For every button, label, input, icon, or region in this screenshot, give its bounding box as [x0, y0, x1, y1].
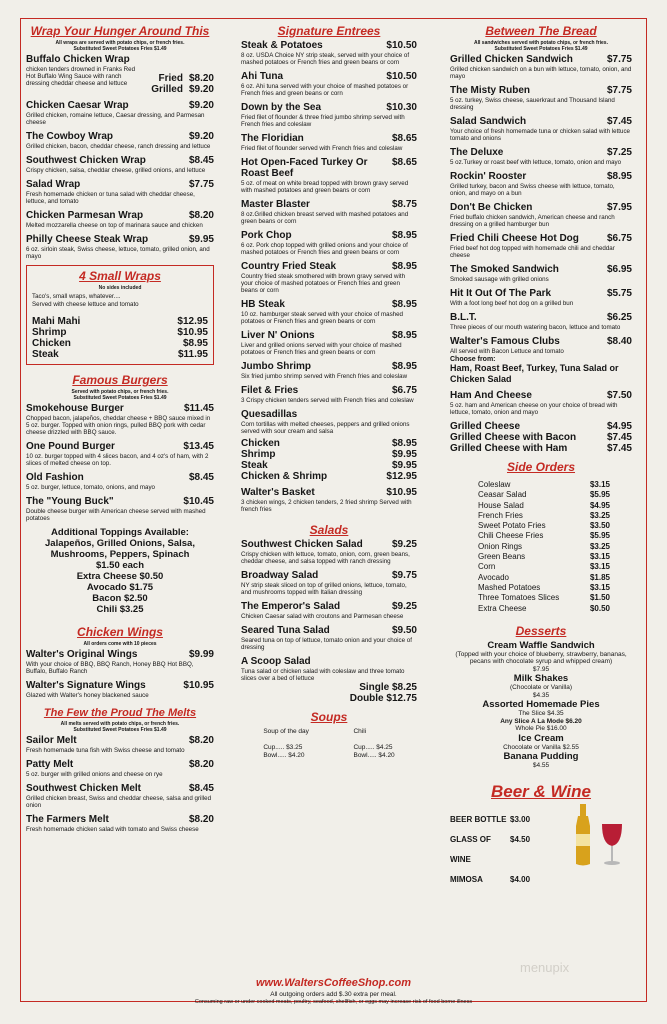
menu-item: Walter's Basket $10.95 3 chicken wings, 2 chicken tenders, 2 fried shrimp Served with french fries: [241, 487, 417, 513]
burgers-title: Famous Burgers: [72, 373, 168, 387]
wraps-note: All wraps are served with potato chips, or french fries. Substituted Sweet Potatoes Fries $1.49: [55, 40, 185, 52]
menu-item: Jumbo Shrimp $8.95 Six fried jumbo shrimp served with French fries and coleslaw: [241, 361, 417, 380]
sides-title: Side Orders: [506, 460, 576, 474]
beer-row: GLASS OF WINE $4.50: [450, 834, 531, 864]
menu-item: Southwest Chicken Melt $8.45 Grilled chicken breast, Swiss and cheddar cheese, salsa and grilled onion: [26, 783, 214, 809]
small-wrap-row: Steak $11.95: [32, 349, 208, 360]
side-row: Avocado $1.85: [478, 572, 610, 582]
melts-title: The Few the Proud The Melts: [43, 707, 197, 719]
small-wrap-row: Mahi Mahi $12.95: [32, 316, 208, 327]
menu-item: The Smoked Sandwich $6.95 Smoked sausage with grilled onions: [450, 264, 632, 283]
wings-title: Chicken Wings: [77, 625, 163, 639]
beer-wine-block: [450, 810, 632, 890]
small-wraps-title: 4 Small Wraps: [79, 269, 161, 283]
menu-item: Ahi Tuna $10.50 6 oz. Ahi tuna served with your choice of mashed potatoes or French fries and green beans or corn: [241, 71, 417, 97]
sides-list: [478, 480, 610, 614]
menu-item: Fried Chili Cheese Hot Dog $6.75 Fried beef hot dog topped with homemade chili and cheddar cheese: [450, 233, 632, 259]
menu-item: Broadway Salad $9.75 NY strip steak sliced on top of grilled onions, lettuce, tomato, and mushrooms topped with Italian dressing: [241, 570, 417, 596]
menu-item: HB Steak $8.95 10 oz. hamburger steak served with your choice of mashed potatoes or French fries and green beans or corn: [241, 299, 417, 325]
menu-item: Pork Chop $8.95 6 oz. Pork chop topped with grilled onions and your choice of mashed potatoes or French fries and green beans or corn: [241, 230, 417, 256]
menu-item: Grilled Chicken Sandwich $7.75 Grilled chicken sandwich on a bun with lettuce, tomato, onion, and mayo: [450, 54, 632, 80]
menu-item: Southwest Chicken Wrap $8.45 Crispy chicken, salsa, cheddar cheese, grilled onions, and lettuce: [26, 155, 214, 174]
menu-item: The Cowboy Wrap $9.20 Grilled chicken, bacon, cheddar cheese, ranch dressing and lettuce: [26, 131, 214, 150]
side-row: Chili Cheese Fries $5.95: [478, 531, 610, 541]
menu-item: Buffalo Chicken Wrap chicken tenders drowned in Franks Red Hot Buffalo Wing Sauce with ranch dressing cheddar cheese and lettuce Fried $8.20 Grilled $9.20: [26, 54, 214, 95]
side-row: Ceasar Salad $5.95: [478, 490, 610, 500]
menu-item: Seared Tuna Salad $9.50 Seared tuna on top of lettuce, tomato onion and your choice of dressing: [241, 625, 417, 651]
menu-item: The Emperor's Salad $9.25 Chicken Caesar salad with croutons and Parmesan cheese: [241, 601, 417, 620]
side-row: French Fries $3.25: [478, 510, 610, 520]
menu-item: Southwest Chicken Salad $9.25 Crispy chicken with lettuce, tomato, onion, corn, green beans, cheddar cheese, and salsa topped with ranch dressing: [241, 539, 417, 565]
menu-item: Hot Open-Faced Turkey Or Roast Beef $8.65 5 oz. of meat on white bread topped with brown gravy served with mashed potatoes and green beans or corn: [241, 157, 417, 194]
menu-item: Don't Be Chicken $7.95 Fried buffalo chicken sandwich, American cheese and ranch dressing on a grilled hamburger bun: [450, 202, 632, 228]
side-row: Extra Cheese $0.50: [478, 603, 610, 613]
menu-item: Walter's Original Wings $9.99 With your choice of BBQ, BBQ Ranch, Honey BBQ Hot BBQ, Buffalo, Buffalo Ranch: [26, 649, 214, 675]
grilled-cheese-block: Grilled Cheese $4.95 Grilled Cheese with Bacon $7.45 Grilled Cheese with Ham $7.45: [450, 421, 632, 454]
column-right: Between The Bread All sandwiches served with potato chips, or french fries. Substituted Sweet Potatoes Fries $1.49 Grilled Chicken Sandwich $7.75 Grilled chicken sandwich on a bun with lettuce, tomato, onion, and mayo The Misty Ruben $7.75 5 oz. turkey, Swiss cheese, sauerkraut and Thousand Island dressing Salad Sandwich $7.45 Your choice of fresh homemade tuna or chicken salad with lettuce tomato and onions The Deluxe $7.25 5 oz.Turkey or roast beef with lettuce, tomato, onion and mayo Rockin' Rooster $8.95 Grilled turkey, bacon and Swiss cheese with lettuce, tomato, onion, and mayo on a bun Don't Be Chicken $7.95 Fried buffalo chicken sandwich, American cheese and ranch dressing on a grilled hamburger bun Fried Chili Cheese Hot Dog $6.75 Fried beef hot dog topped with homemade chili and cheddar cheese The Smoked Sandwich $6.95 Smoked sausage with grilled onions Hit It Out Of The Park $5.75 With a foot long beef hot dog on a grilled bun B.L.T. $6.25 Three pieces of our mouth watering bacon, lettuce and tomato Walter's Famous Clubs $8.40 All served with Bacon Lettuce and tomato Choose from: Ham, Roast Beef, Turkey, Tuna Salad or Chicken Salad Ham And Cheese $7.50 5 oz. ham and American cheese on your choice of bread with lettuce, tomato, onion and mayo Grilled Cheese $4.95 Grilled Cheese with Bacon $7.45 Grilled Cheese with Ham $7.45 Side Orders Coleslaw $3.15 Ceasar Salad $5.95 House Salad $4.95 French Fries $3.25 Sweet Potato Fries $3.50 Chili Cheese Fries $5.95 Onion Rings $3.25 Green Beans $3.15 Corn $3.15 Avocado $1.85 Mashed Potatoes $3.15 Three Tomatoes Slices $1.50 Extra Cheese $0.50 Desserts Cream Waffle Sandwich (Topped with your choice of blueberry, strawberry, bananas, pecans with chocolate syrup and whipped cream) $7.95 Milk Shakes (Chocolate or Vanilla) $4.35 Assorted Homemade Pies The Slice $4.35 Any Slice A La Mode $6.20 Whole Pie $16.00 Ice Cream Chocolate or Vanilla $2.55 Banana Pudding $4.55 Beer & Wine BEER BOTTLE $3.00 GLASS OF WINE $4.50 MIMOSA $4.00: [450, 24, 632, 890]
quesadillas-item: Quesadillas Corn tortillas with melted cheeses, peppers and grilled onions served with sour cream and salsa Chicken $8.95 Shrimp $9.95 Steak $9.95 Chicken & Shrimp $12.95: [241, 409, 417, 482]
desserts-block: Cream Waffle Sandwich (Topped with your choice of blueberry, strawberry, bananas, pecans with chocolate syrup and whipped cream) $7.95 Milk Shakes (Chocolate or Vanilla) $4.35 Assorted Homemade Pies The Slice $4.35 Any Slice A La Mode $6.20 Whole Pie $16.00 Ice Cream Chocolate or Vanilla $2.55 Banana Pudding $4.55: [455, 639, 627, 770]
menu-item: Ham And Cheese $7.50 5 oz. ham and American cheese on your choice of bread with lettuce, tomato, onion and mayo: [450, 390, 632, 416]
column-middle: [241, 24, 417, 760]
watermark: menupix: [520, 960, 570, 975]
small-wraps-box: 4 Small Wraps No sides included Taco's, small wraps, whatever.... Served with cheese lettuce and tomato Mahi Mahi $12.95 Shrimp $10.95 Chicken $8.95 Steak $11.95: [26, 265, 214, 365]
small-wrap-row: Shrimp $10.95: [32, 327, 208, 338]
menu-item: Liver N' Onions $8.95 Liver and grilled onions served with your choice of mashed potatoes or French fries and green beans or corn: [241, 330, 417, 356]
menu-item: Chicken Parmesan Wrap $8.20 Melted mozzarella cheese on top of marinara sauce and chicken: [26, 210, 214, 229]
menu-item: Old Fashion $8.45 5 oz. burger, lettuce, tomato, onions, and mayo: [26, 472, 214, 491]
wraps-title: Wrap Your Hunger Around This: [30, 24, 210, 38]
menu-item: Chicken Caesar Wrap $9.20 Grilled chicken, romaine lettuce, Caesar dressing, and Parmesan cheese: [26, 100, 214, 126]
beer-wine-icon: [572, 804, 628, 868]
menu-item: The "Young Buck" $10.45 Double cheese burger with American cheese served with mashed potatoes: [26, 496, 214, 522]
scoop-salad-item: A Scoop Salad Tuna salad or chicken salad with coleslaw and three tomato slices over a bed of lettuce Single $8.25 Double $12.75: [241, 656, 417, 704]
toppings-block: Additional Toppings Available: Jalapeños, Grilled Onions, Salsa, Mushrooms, Peppers, Spinach $1.50 each Extra Cheese $0.50 Avocado $1.75 Bacon $2.50 Chili $3.25: [45, 527, 195, 615]
column-left: Wrap Your Hunger Around This All wraps are served with potato chips, or french fries. Substituted Sweet Potatoes Fries $1.49 Buffalo Chicken Wrap chicken tenders drowned in Franks Red Hot Buffalo Wing Sauce with ranch dressing cheddar cheese and lettuce Fried $8.20 Grilled $9.20 Chicken Caesar Wrap $9.20 Grilled chicken, romaine lettuce, Caesar dressing, and Parmesan cheese The Cowboy Wrap $9.20 Grilled chicken, bacon, cheddar cheese, ranch dressing and lettuce Southwest Chicken Wrap $8.45 Crispy chicken, salsa, cheddar cheese, grilled onions, and lettuce Salad Wrap $7.75 Fresh homemade chicken or tuna salad with cheddar cheese, lettuce, and tomato Chicken Parmesan Wrap $8.20 Melted mozzarella cheese on top of marinara sauce and chicken Philly Cheese Steak Wrap $9.95 6 oz. sirloin steak, Swiss cheese, lettuce, tomato, grilled onion, and mayo 4 Small Wraps No sides included Taco's, small wraps, whatever.... Served with cheese lettuce and tomato Mahi Mahi $12.95 Shrimp $10.95 Chicken $8.95 Steak $11.95 Famous Burgers Served with potato chips, or french fries. Substituted Sweet Potatoes Fries $1.49 Smokehouse Burger $11.45 Chopped bacon, jalapeños, cheddar cheese + BBQ sauce mixed in 5 oz. burger. Topped with onion rings, pulled BBQ pork with cedar cheese drizzled with BBQ sauce. One Pound Burger $13.45 10 oz. burger topped with 4 slices bacon, and 4 oz's of ham, with 2 slices of melted cheese on top. Old Fashion $8.45 5 oz. burger, lettuce, tomato, onions, and mayo The "Young Buck" $10.45 Double cheese burger with American cheese served with mashed potatoes Additional Toppings Available: Jalapeños, Grilled Onions, Salsa, Mushrooms, Peppers, Spinach $1.50 each Extra Cheese $0.50 Avocado $1.75 Bacon $2.50 Chili $3.25 Chicken Wings All orders come with 10 pieces Walter's Original Wings $9.99 With your choice of BBQ, BBQ Ranch, Honey BBQ Hot BBQ, Buffalo, Buffalo Ranch Walter's Signature Wings $10.95 Glazed with Walter's honey blackened sauce The Few the Proud The Melts All melts served with potato chips, or french fries. Substituted Sweet Potatoes Fries $1.49 Sailor Melt $8.20 Fresh homemade tuna fish with Swiss cheese and tomato Patty Melt $8.20 5 oz. burger with grilled onions and cheese on rye Southwest Chicken Melt $8.45 Grilled chicken breast, Swiss and cheddar cheese, salsa and grilled onion The Farmers Melt $8.20 Fresh homemade chicken salad with tomato and Swiss cheese: [26, 24, 214, 833]
menu-item: Sailor Melt $8.20 Fresh homemade tuna fish with Swiss cheese and tomato: [26, 735, 214, 754]
soups-block: Soup of the day Cup..... $3.25 Bowl..... $4.20 Chili Cup..... $4.25 Bowl..... $4.20: [263, 728, 395, 759]
menu-item: The Misty Ruben $7.75 5 oz. turkey, Swiss cheese, sauerkraut and Thousand Island dressing: [450, 85, 632, 111]
side-row: Onion Rings $3.25: [478, 541, 610, 551]
desserts-title: Desserts: [515, 623, 567, 638]
side-row: House Salad $4.95: [478, 500, 610, 510]
menu-item: Filet & Fries $6.75 3 Crispy chicken tenders served with French fries and coleslaw: [241, 385, 417, 404]
footer-notes: All outgoing orders add $.30 extra per meal. Consuming raw or under cooked meats, poultry, seafood, shellfish, or eggs may increase risk of food borne illness: [194, 991, 473, 1005]
menu-item: Down by the Sea $10.30 Fried filet of flounder & three fried jumbo shrimp served with French fries and coleslaw: [241, 102, 417, 128]
menu-item: Walter's Signature Wings $10.95 Glazed with Walter's honey blackened sauce: [26, 680, 214, 699]
beer-row: BEER BOTTLE $3.00: [450, 814, 531, 824]
menu-item: The Farmers Melt $8.20 Fresh homemade chicken salad with tomato and Swiss cheese: [26, 814, 214, 833]
small-wrap-row: Chicken $8.95: [32, 338, 208, 349]
side-row: Three Tomatoes Slices $1.50: [478, 593, 610, 603]
bread-title: Between The Bread: [485, 24, 597, 38]
menu-item: Patty Melt $8.20 5 oz. burger with grilled onions and cheese on rye: [26, 759, 214, 778]
side-row: Coleslaw $3.15: [478, 480, 610, 489]
menu-item: Salad Sandwich $7.45 Your choice of fresh homemade tuna or chicken salad with lettuce tomato and onions: [450, 116, 632, 142]
menu-item: Country Fried Steak $8.95 Country fried steak smothered with brown gravy served with your choice of mashed potatoes or French fries and green beans or corn: [241, 261, 417, 294]
website-link[interactable]: www.WaltersCoffeeShop.com: [255, 977, 412, 989]
entrees-title: Signature Entrees: [277, 24, 381, 38]
menu-item: The Deluxe $7.25 5 oz.Turkey or roast beef with lettuce, tomato, onion and mayo: [450, 147, 632, 166]
side-row: Corn $3.15: [478, 562, 610, 572]
side-row: Green Beans $3.15: [478, 552, 610, 562]
beer-wine-title: Beer & Wine: [491, 781, 591, 801]
soups-title: Soups: [310, 710, 348, 724]
menu-item: Rockin' Rooster $8.95 Grilled turkey, bacon and Swiss cheese with lettuce, tomato, onion, and mayo on a bun: [450, 171, 632, 197]
menu-item: Steak & Potatoes $10.50 8 oz. USDA Choice NY strip steak, served with your choice of mashed potatoes or French fries and green beans or corn: [241, 40, 417, 66]
clubs-item: Walter's Famous Clubs $8.40 All served with Bacon Lettuce and tomato Choose from: Ham, Roast Beef, Turkey, Tuna Salad or Chicken Salad: [450, 336, 632, 384]
menu-item: B.L.T. $6.25 Three pieces of our mouth watering bacon, lettuce and tomato: [450, 312, 632, 331]
side-row: Mashed Potatoes $3.15: [478, 582, 610, 592]
beer-row: MIMOSA $4.00: [450, 874, 531, 884]
menu-item: Hit It Out Of The Park $5.75 With a foot long beef hot dog on a grilled bun: [450, 288, 632, 307]
menu-item: Philly Cheese Steak Wrap $9.95 6 oz. sirloin steak, Swiss cheese, lettuce, tomato, grilled onion, and mayo: [26, 234, 214, 260]
menu-item: One Pound Burger $13.45 10 oz. burger topped with 4 slices bacon, and 4 oz's of ham, with 2 slices of melted cheese on top.: [26, 441, 214, 467]
salads-title: Salads: [309, 523, 349, 537]
side-row: Sweet Potato Fries $3.50: [478, 521, 610, 531]
menu-item: The Floridian $8.65 Fried filet of flounder served with French fries and coleslaw: [241, 133, 417, 152]
menu-item: Smokehouse Burger $11.45 Chopped bacon, jalapeños, cheddar cheese + BBQ sauce mixed in 5 oz. burger. Topped with onion rings, pulled BBQ pork with cedar cheese drizzled with BBQ sauce.: [26, 403, 214, 436]
menu-item: Salad Wrap $7.75 Fresh homemade chicken or tuna salad with cheddar cheese, lettuce, and tomato: [26, 179, 214, 205]
menu-item: Master Blaster $8.75 8 oz.Grilled chicken breast served with mashed potatoes and green beans or corn: [241, 199, 417, 225]
